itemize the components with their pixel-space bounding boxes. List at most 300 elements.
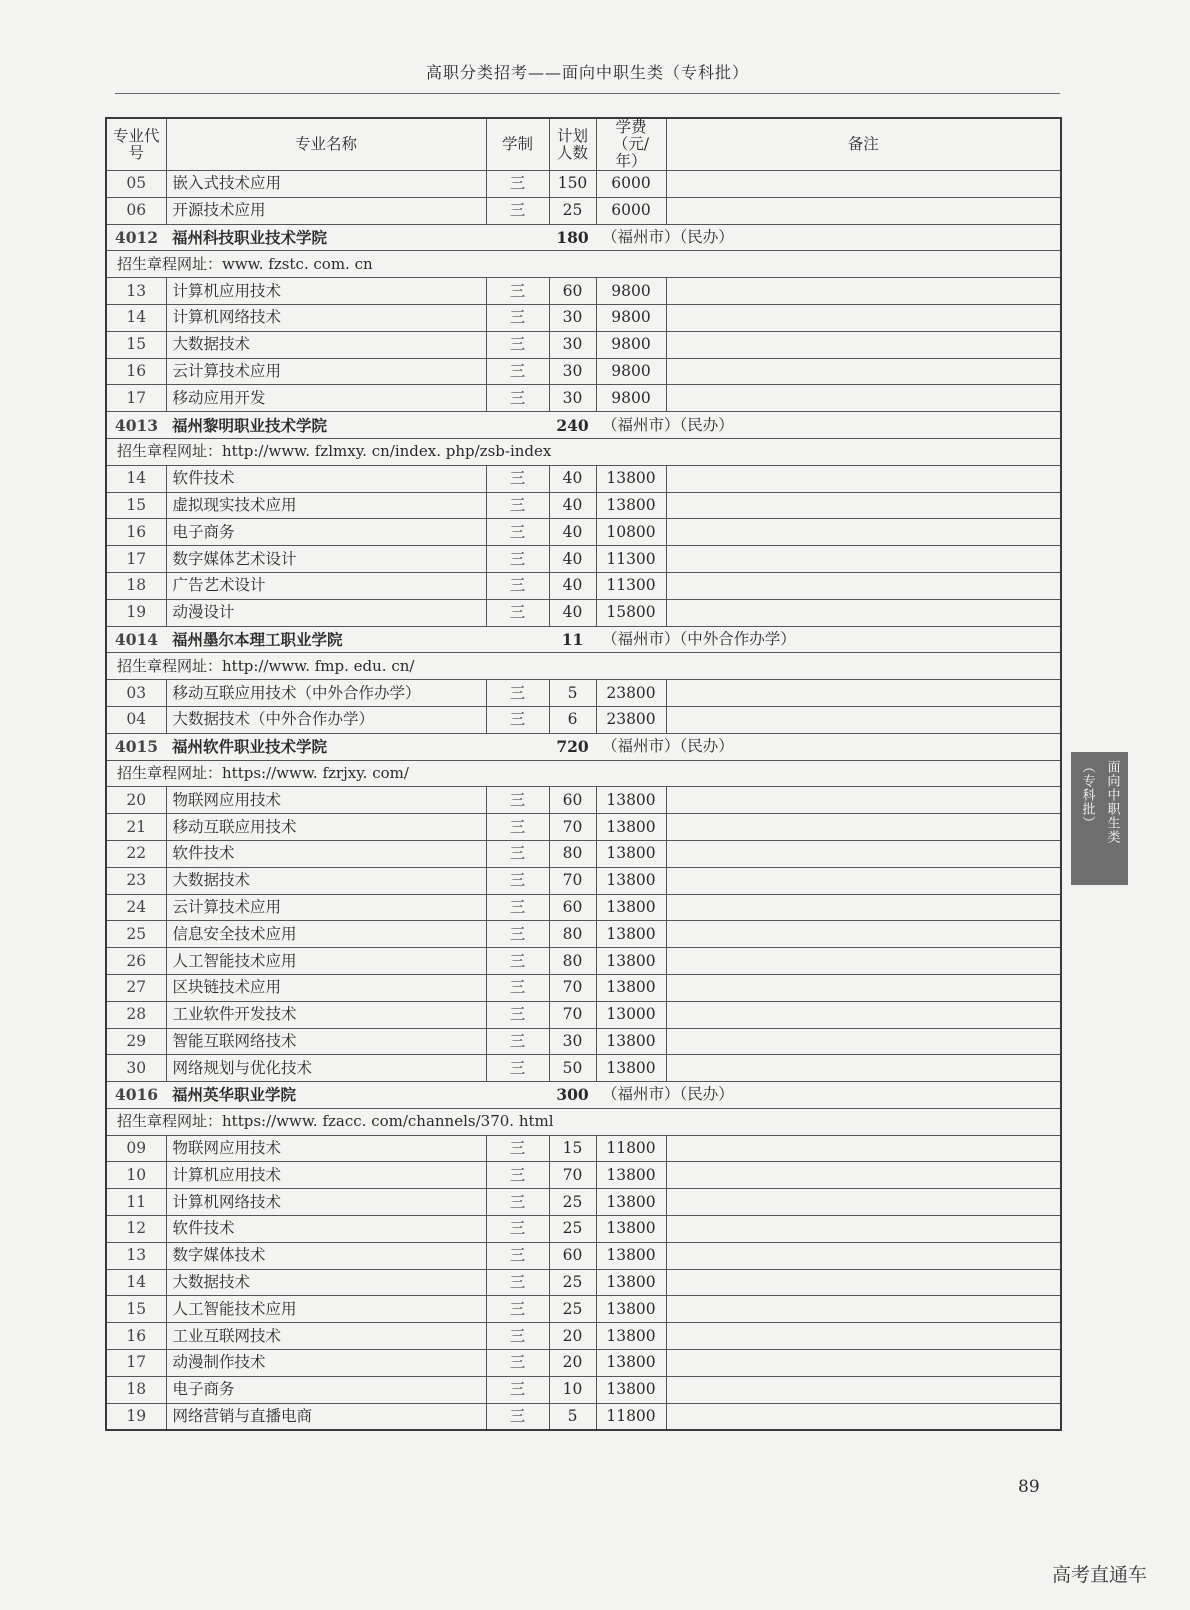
major-years: 三 [486,1162,549,1189]
major-notes [666,278,1061,305]
major-code: 13 [106,278,166,305]
major-name: 大数据技术 [166,331,486,358]
section-side-tab [1071,752,1128,885]
major-years: 三 [486,519,549,546]
major-plan: 15 [549,1135,596,1162]
major-plan: 30 [549,1028,596,1055]
major-code: 16 [106,519,166,546]
major-notes [666,358,1061,385]
major-code: 11 [106,1189,166,1216]
table-row [106,385,1061,412]
major-plan: 25 [549,1269,596,1296]
major-name: 嵌入式技术应用 [166,171,486,198]
school-location: （福州市）（民办） [596,412,1061,439]
school-name: 福州科技职业技术学院 [166,224,549,251]
major-code: 27 [106,974,166,1001]
major-name: 人工智能技术应用 [166,948,486,975]
table-row [106,1001,1061,1028]
major-name: 云计算技术应用 [166,894,486,921]
major-name: 软件技术 [166,465,486,492]
major-years: 三 [486,385,549,412]
major-notes [666,465,1061,492]
school-name: 福州英华职业学院 [166,1082,549,1109]
major-notes [666,197,1061,224]
major-code: 15 [106,1296,166,1323]
school-location: （福州市）（民办） [596,1082,1061,1109]
major-code: 14 [106,1269,166,1296]
major-plan: 30 [549,304,596,331]
major-years: 三 [486,867,549,894]
major-name: 开源技术应用 [166,197,486,224]
major-notes [666,171,1061,198]
table-row [106,974,1061,1001]
table-row [106,1135,1061,1162]
school-plan: 11 [549,626,596,653]
major-fee: 11800 [596,1135,666,1162]
major-name: 网络规划与优化技术 [166,1055,486,1082]
major-plan: 30 [549,331,596,358]
major-years: 三 [486,304,549,331]
major-fee: 9800 [596,278,666,305]
table-row [106,814,1061,841]
major-years: 三 [486,1376,549,1403]
major-years: 三 [486,680,549,707]
major-years: 三 [486,358,549,385]
major-notes [666,1055,1061,1082]
major-fee: 13800 [596,1323,666,1350]
major-code: 14 [106,304,166,331]
major-notes [666,1403,1061,1430]
major-plan: 60 [549,894,596,921]
major-years: 三 [486,546,549,573]
table-row [106,599,1061,626]
major-code: 29 [106,1028,166,1055]
major-years: 三 [486,171,549,198]
major-years: 三 [486,894,549,921]
major-fee: 13800 [596,1162,666,1189]
major-plan: 25 [549,1216,596,1243]
table-row [106,1350,1061,1377]
major-name: 广告艺术设计 [166,572,486,599]
major-code: 14 [106,465,166,492]
major-code: 19 [106,1403,166,1430]
major-name: 信息安全技术应用 [166,921,486,948]
major-fee: 13800 [596,894,666,921]
major-notes [666,974,1061,1001]
school-url: 招生章程网址：https://www. fzacc. com/channels/370. html [106,1108,1061,1135]
table-row [106,1189,1061,1216]
major-name: 计算机应用技术 [166,278,486,305]
major-fee: 9800 [596,331,666,358]
table-row [106,546,1061,573]
col-header-plan: 计划人数 [549,118,596,171]
major-notes [666,1376,1061,1403]
major-name: 虚拟现实技术应用 [166,492,486,519]
major-name: 软件技术 [166,840,486,867]
major-fee: 13800 [596,948,666,975]
major-plan: 5 [549,1403,596,1430]
major-years: 三 [486,921,549,948]
major-notes [666,304,1061,331]
major-fee: 9800 [596,304,666,331]
major-code: 17 [106,385,166,412]
major-years: 三 [486,1001,549,1028]
major-notes [666,894,1061,921]
major-fee: 11300 [596,546,666,573]
col-header-notes: 备注 [666,118,1061,171]
school-url-row [106,1108,1061,1135]
major-plan: 60 [549,1242,596,1269]
table-row [106,787,1061,814]
major-code: 21 [106,814,166,841]
major-notes [666,1323,1061,1350]
major-plan: 80 [549,840,596,867]
school-url-row [106,438,1061,465]
major-plan: 25 [549,1189,596,1216]
major-plan: 40 [549,492,596,519]
major-notes [666,787,1061,814]
major-plan: 40 [549,572,596,599]
major-notes [666,1296,1061,1323]
major-code: 05 [106,171,166,198]
major-code: 26 [106,948,166,975]
major-years: 三 [486,1216,549,1243]
major-fee: 13800 [596,867,666,894]
major-years: 三 [486,1323,549,1350]
major-code: 03 [106,680,166,707]
table-row [106,1269,1061,1296]
major-fee: 13800 [596,840,666,867]
major-fee: 13800 [596,1242,666,1269]
major-notes [666,840,1061,867]
major-fee: 11300 [596,572,666,599]
major-name: 大数据技术 [166,1269,486,1296]
major-plan: 40 [549,465,596,492]
major-code: 20 [106,787,166,814]
major-years: 三 [486,814,549,841]
major-years: 三 [486,1189,549,1216]
major-name: 移动互联应用技术（中外合作办学） [166,680,486,707]
table-row [106,1242,1061,1269]
table-row [106,304,1061,331]
major-plan: 150 [549,171,596,198]
table-row [106,278,1061,305]
major-name: 动漫设计 [166,599,486,626]
major-notes [666,519,1061,546]
major-name: 物联网应用技术 [166,1135,486,1162]
school-row [106,626,1061,653]
major-plan: 40 [549,546,596,573]
school-code: 4015 [106,733,166,760]
major-fee: 6000 [596,197,666,224]
major-years: 三 [486,1242,549,1269]
major-notes [666,1189,1061,1216]
major-plan: 70 [549,1001,596,1028]
major-plan: 70 [549,814,596,841]
major-plan: 20 [549,1323,596,1350]
school-code: 4016 [106,1082,166,1109]
school-plan: 240 [549,412,596,439]
major-code: 18 [106,572,166,599]
major-fee: 15800 [596,599,666,626]
major-notes [666,1028,1061,1055]
major-notes [666,1350,1061,1377]
major-name: 计算机应用技术 [166,1162,486,1189]
school-url: 招生章程网址：http://www. fmp. edu. cn/ [106,653,1061,680]
major-fee: 9800 [596,385,666,412]
table-row [106,1296,1061,1323]
school-plan: 300 [549,1082,596,1109]
major-notes [666,1216,1061,1243]
table-row [106,465,1061,492]
major-fee: 10800 [596,519,666,546]
table-row [106,894,1061,921]
major-years: 三 [486,331,549,358]
school-location: （福州市）（民办） [596,224,1061,251]
watermark-text: 高考直通车 [1052,1564,1148,1586]
school-url-row [106,251,1061,278]
table-row [106,197,1061,224]
major-name: 计算机网络技术 [166,1189,486,1216]
major-name: 人工智能技术应用 [166,1296,486,1323]
major-fee: 13800 [596,1189,666,1216]
major-notes [666,1162,1061,1189]
major-code: 30 [106,1055,166,1082]
school-code: 4013 [106,412,166,439]
major-name: 网络营销与直播电商 [166,1403,486,1430]
major-name: 电子商务 [166,1376,486,1403]
major-years: 三 [486,1350,549,1377]
major-years: 三 [486,278,549,305]
table-row [106,1376,1061,1403]
table-row [106,921,1061,948]
school-location: （福州市）（民办） [596,733,1061,760]
major-code: 13 [106,1242,166,1269]
major-years: 三 [486,599,549,626]
major-fee: 13800 [596,1055,666,1082]
major-code: 18 [106,1376,166,1403]
table-row [106,680,1061,707]
major-name: 数字媒体技术 [166,1242,486,1269]
major-fee: 13800 [596,1216,666,1243]
school-row [106,412,1061,439]
major-years: 三 [486,948,549,975]
enrollment-plan-table [105,117,1062,1431]
table-row [106,1162,1061,1189]
major-notes [666,948,1061,975]
table-row [106,867,1061,894]
major-years: 三 [486,787,549,814]
school-plan: 180 [549,224,596,251]
major-plan: 6 [549,706,596,733]
major-plan: 70 [549,974,596,1001]
major-name: 移动应用开发 [166,385,486,412]
major-notes [666,814,1061,841]
major-fee: 13800 [596,1296,666,1323]
major-years: 三 [486,1269,549,1296]
major-years: 三 [486,1135,549,1162]
major-name: 动漫制作技术 [166,1350,486,1377]
major-code: 06 [106,197,166,224]
major-plan: 70 [549,867,596,894]
major-plan: 30 [549,385,596,412]
table-row [106,358,1061,385]
table-header-row [106,118,1061,171]
school-row [106,733,1061,760]
major-years: 三 [486,1403,549,1430]
major-fee: 13800 [596,814,666,841]
major-plan: 60 [549,278,596,305]
major-code: 15 [106,492,166,519]
major-fee: 13800 [596,492,666,519]
major-plan: 5 [549,680,596,707]
major-years: 三 [486,1296,549,1323]
major-fee: 23800 [596,680,666,707]
major-notes [666,680,1061,707]
major-notes [666,546,1061,573]
major-notes [666,1242,1061,1269]
school-code: 4012 [106,224,166,251]
major-code: 17 [106,1350,166,1377]
major-code: 25 [106,921,166,948]
major-code: 10 [106,1162,166,1189]
major-plan: 40 [549,599,596,626]
major-fee: 13800 [596,1376,666,1403]
major-years: 三 [486,974,549,1001]
major-plan: 10 [549,1376,596,1403]
major-code: 04 [106,706,166,733]
major-code: 22 [106,840,166,867]
major-years: 三 [486,197,549,224]
major-code: 16 [106,1323,166,1350]
major-name: 云计算技术应用 [166,358,486,385]
major-fee: 13800 [596,1028,666,1055]
major-name: 大数据技术（中外合作办学） [166,706,486,733]
major-code: 16 [106,358,166,385]
major-notes [666,385,1061,412]
major-plan: 70 [549,1162,596,1189]
major-code: 17 [106,546,166,573]
major-years: 三 [486,492,549,519]
major-notes [666,599,1061,626]
major-years: 三 [486,572,549,599]
major-fee: 13800 [596,1269,666,1296]
major-notes [666,921,1061,948]
table-row [106,492,1061,519]
school-url: 招生章程网址：www. fzstc. com. cn [106,251,1061,278]
school-row [106,224,1061,251]
table-row [106,948,1061,975]
major-name: 智能互联网络技术 [166,1028,486,1055]
major-plan: 30 [549,358,596,385]
major-fee: 13000 [596,1001,666,1028]
school-code: 4014 [106,626,166,653]
table-row [106,1216,1061,1243]
major-code: 23 [106,867,166,894]
major-code: 24 [106,894,166,921]
major-notes [666,572,1061,599]
table-row [106,1028,1061,1055]
table-body [106,171,1061,1431]
major-plan: 20 [549,1350,596,1377]
major-name: 电子商务 [166,519,486,546]
major-code: 19 [106,599,166,626]
major-fee: 11800 [596,1403,666,1430]
school-name: 福州软件职业技术学院 [166,733,549,760]
col-header-code: 专业代号 [106,118,166,171]
col-header-fee: 学费（元/年） [596,118,666,171]
table-row [106,1403,1061,1430]
major-fee: 13800 [596,787,666,814]
major-plan: 80 [549,921,596,948]
major-plan: 40 [549,519,596,546]
major-years: 三 [486,465,549,492]
table-row [106,171,1061,198]
major-notes [666,867,1061,894]
major-name: 物联网应用技术 [166,787,486,814]
school-row [106,1082,1061,1109]
major-notes [666,331,1061,358]
major-name: 数字媒体艺术设计 [166,546,486,573]
major-years: 三 [486,706,549,733]
major-fee: 13800 [596,465,666,492]
major-notes [666,1135,1061,1162]
school-url-row [106,760,1061,787]
table-row [106,840,1061,867]
table-row [106,1055,1061,1082]
major-fee: 13800 [596,921,666,948]
major-years: 三 [486,1055,549,1082]
major-fee: 23800 [596,706,666,733]
major-fee: 9800 [596,358,666,385]
major-name: 软件技术 [166,1216,486,1243]
school-plan: 720 [549,733,596,760]
side-tab-line2: （专科批） [1079,760,1095,830]
major-notes [666,1001,1061,1028]
major-code: 12 [106,1216,166,1243]
major-name: 工业互联网技术 [166,1323,486,1350]
school-name: 福州黎明职业技术学院 [166,412,549,439]
page-number: 89 [1018,1477,1040,1497]
table-row [106,572,1061,599]
page-header: 高职分类招考——面向中职生类（专科批） [115,60,1060,94]
major-name: 移动互联应用技术 [166,814,486,841]
major-name: 计算机网络技术 [166,304,486,331]
school-url: 招生章程网址：https://www. fzrjxy. com/ [106,760,1061,787]
major-plan: 25 [549,1296,596,1323]
major-plan: 25 [549,197,596,224]
table-row [106,1323,1061,1350]
major-name: 工业软件开发技术 [166,1001,486,1028]
school-location: （福州市）（中外合作办学） [596,626,1061,653]
major-fee: 13800 [596,1350,666,1377]
major-code: 09 [106,1135,166,1162]
col-header-name: 专业名称 [166,118,486,171]
major-code: 28 [106,1001,166,1028]
table-row [106,519,1061,546]
major-plan: 80 [549,948,596,975]
major-years: 三 [486,1028,549,1055]
major-code: 15 [106,331,166,358]
major-notes [666,1269,1061,1296]
school-url-row [106,653,1061,680]
major-name: 区块链技术应用 [166,974,486,1001]
major-plan: 50 [549,1055,596,1082]
col-header-years: 学制 [486,118,549,171]
major-fee: 6000 [596,171,666,198]
major-years: 三 [486,840,549,867]
major-plan: 60 [549,787,596,814]
